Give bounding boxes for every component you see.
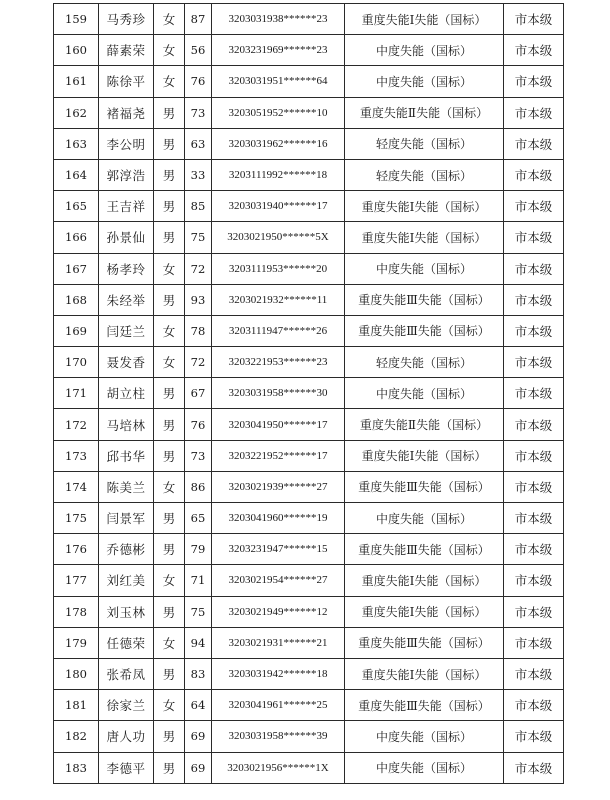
age-cell: 72	[185, 347, 212, 378]
id-number-cell: 3203041950******17	[212, 409, 345, 440]
id-number-cell: 3203041961******25	[212, 690, 345, 721]
id-number-cell: 3203031958******39	[212, 721, 345, 752]
gender-cell: 男	[154, 534, 185, 565]
name-cell: 孙景仙	[99, 222, 154, 253]
id-number-cell: 3203041960******19	[212, 503, 345, 534]
disability-level-cell: 中度失能（国标）	[345, 752, 504, 783]
jurisdiction-cell: 市本级	[504, 253, 564, 284]
id-number-cell: 3203021932******11	[212, 284, 345, 315]
disability-level-cell: 轻度失能（国标）	[345, 128, 504, 159]
jurisdiction-cell: 市本级	[504, 534, 564, 565]
disability-level-cell: 重度失能Ⅰ失能（国标）	[345, 658, 504, 689]
disability-assessment-table	[53, 3, 564, 784]
id-number-cell: 3203031938******23	[212, 4, 345, 35]
row-number-cell: 175	[54, 503, 99, 534]
gender-cell: 女	[154, 315, 185, 346]
age-cell: 67	[185, 378, 212, 409]
name-cell: 李公明	[99, 128, 154, 159]
name-cell: 邱书华	[99, 440, 154, 471]
table-row	[54, 503, 564, 534]
age-cell: 86	[185, 471, 212, 502]
age-cell: 83	[185, 658, 212, 689]
gender-cell: 女	[154, 471, 185, 502]
gender-cell: 女	[154, 627, 185, 658]
name-cell: 刘红美	[99, 565, 154, 596]
disability-level-cell: 重度失能Ⅲ失能（国标）	[345, 690, 504, 721]
table-row	[54, 596, 564, 627]
jurisdiction-cell: 市本级	[504, 66, 564, 97]
id-number-cell: 3203221952******17	[212, 440, 345, 471]
jurisdiction-cell: 市本级	[504, 4, 564, 35]
age-cell: 63	[185, 128, 212, 159]
id-number-cell: 3203021956******1X	[212, 752, 345, 783]
row-number-cell: 165	[54, 191, 99, 222]
jurisdiction-cell: 市本级	[504, 721, 564, 752]
row-number-cell: 162	[54, 97, 99, 128]
age-cell: 73	[185, 97, 212, 128]
disability-level-cell: 中度失能（国标）	[345, 721, 504, 752]
id-number-cell: 3203021939******27	[212, 471, 345, 502]
id-number-cell: 3203031951******64	[212, 66, 345, 97]
disability-level-cell: 中度失能（国标）	[345, 253, 504, 284]
name-cell: 薛素荣	[99, 35, 154, 66]
jurisdiction-cell: 市本级	[504, 690, 564, 721]
table-row	[54, 253, 564, 284]
disability-level-cell: 中度失能（国标）	[345, 35, 504, 66]
gender-cell: 女	[154, 253, 185, 284]
row-number-cell: 176	[54, 534, 99, 565]
table-body	[54, 4, 564, 784]
table-row	[54, 66, 564, 97]
jurisdiction-cell: 市本级	[504, 440, 564, 471]
row-number-cell: 177	[54, 565, 99, 596]
table-row	[54, 565, 564, 596]
gender-cell: 男	[154, 721, 185, 752]
gender-cell: 男	[154, 752, 185, 783]
gender-cell: 女	[154, 35, 185, 66]
jurisdiction-cell: 市本级	[504, 35, 564, 66]
jurisdiction-cell: 市本级	[504, 627, 564, 658]
jurisdiction-cell: 市本级	[504, 409, 564, 440]
row-number-cell: 160	[54, 35, 99, 66]
age-cell: 78	[185, 315, 212, 346]
disability-level-cell: 重度失能Ⅰ失能（国标）	[345, 440, 504, 471]
age-cell: 87	[185, 4, 212, 35]
row-number-cell: 168	[54, 284, 99, 315]
age-cell: 94	[185, 627, 212, 658]
age-cell: 79	[185, 534, 212, 565]
name-cell: 乔德彬	[99, 534, 154, 565]
age-cell: 64	[185, 690, 212, 721]
name-cell: 马秀珍	[99, 4, 154, 35]
row-number-cell: 179	[54, 627, 99, 658]
gender-cell: 女	[154, 66, 185, 97]
age-cell: 56	[185, 35, 212, 66]
gender-cell: 男	[154, 97, 185, 128]
jurisdiction-cell: 市本级	[504, 159, 564, 190]
name-cell: 陈美兰	[99, 471, 154, 502]
id-number-cell: 3203221953******23	[212, 347, 345, 378]
disability-level-cell: 重度失能Ⅰ失能（国标）	[345, 565, 504, 596]
id-number-cell: 3203021949******12	[212, 596, 345, 627]
jurisdiction-cell: 市本级	[504, 658, 564, 689]
jurisdiction-cell: 市本级	[504, 97, 564, 128]
disability-level-cell: 重度失能Ⅰ失能（国标）	[345, 4, 504, 35]
jurisdiction-cell: 市本级	[504, 222, 564, 253]
disability-level-cell: 中度失能（国标）	[345, 503, 504, 534]
table-row	[54, 658, 564, 689]
jurisdiction-cell: 市本级	[504, 315, 564, 346]
id-number-cell: 3203021931******21	[212, 627, 345, 658]
gender-cell: 男	[154, 284, 185, 315]
disability-level-cell: 重度失能Ⅲ失能（国标）	[345, 284, 504, 315]
disability-level-cell: 重度失能Ⅱ失能（国标）	[345, 409, 504, 440]
table-row	[54, 627, 564, 658]
id-number-cell: 3203111947******26	[212, 315, 345, 346]
row-number-cell: 182	[54, 721, 99, 752]
age-cell: 73	[185, 440, 212, 471]
table-row	[54, 409, 564, 440]
jurisdiction-cell: 市本级	[504, 347, 564, 378]
disability-level-cell: 重度失能Ⅰ失能（国标）	[345, 191, 504, 222]
gender-cell: 男	[154, 222, 185, 253]
id-number-cell: 3203031958******30	[212, 378, 345, 409]
id-number-cell: 3203031940******17	[212, 191, 345, 222]
jurisdiction-cell: 市本级	[504, 191, 564, 222]
disability-level-cell: 中度失能（国标）	[345, 378, 504, 409]
gender-cell: 男	[154, 409, 185, 440]
table-row	[54, 471, 564, 502]
age-cell: 76	[185, 409, 212, 440]
name-cell: 胡立柱	[99, 378, 154, 409]
row-number-cell: 174	[54, 471, 99, 502]
row-number-cell: 180	[54, 658, 99, 689]
age-cell: 93	[185, 284, 212, 315]
table-row	[54, 191, 564, 222]
row-number-cell: 163	[54, 128, 99, 159]
table-row	[54, 378, 564, 409]
id-number-cell: 3203231969******23	[212, 35, 345, 66]
gender-cell: 女	[154, 347, 185, 378]
name-cell: 郭淳浩	[99, 159, 154, 190]
jurisdiction-cell: 市本级	[504, 128, 564, 159]
name-cell: 王吉祥	[99, 191, 154, 222]
name-cell: 杨孝玲	[99, 253, 154, 284]
age-cell: 71	[185, 565, 212, 596]
table-row	[54, 440, 564, 471]
table-row	[54, 534, 564, 565]
age-cell: 69	[185, 752, 212, 783]
row-number-cell: 161	[54, 66, 99, 97]
disability-level-cell: 重度失能Ⅱ失能（国标）	[345, 97, 504, 128]
age-cell: 76	[185, 66, 212, 97]
age-cell: 75	[185, 222, 212, 253]
table-row	[54, 284, 564, 315]
gender-cell: 女	[154, 565, 185, 596]
name-cell: 任德荣	[99, 627, 154, 658]
row-number-cell: 166	[54, 222, 99, 253]
age-cell: 85	[185, 191, 212, 222]
table-row	[54, 128, 564, 159]
table-row	[54, 222, 564, 253]
age-cell: 69	[185, 721, 212, 752]
table-row	[54, 347, 564, 378]
disability-level-cell: 重度失能Ⅲ失能（国标）	[345, 534, 504, 565]
gender-cell: 男	[154, 596, 185, 627]
name-cell: 刘玉林	[99, 596, 154, 627]
id-number-cell: 3203231947******15	[212, 534, 345, 565]
row-number-cell: 171	[54, 378, 99, 409]
jurisdiction-cell: 市本级	[504, 378, 564, 409]
age-cell: 33	[185, 159, 212, 190]
row-number-cell: 181	[54, 690, 99, 721]
table-row	[54, 752, 564, 783]
gender-cell: 女	[154, 4, 185, 35]
name-cell: 张希凤	[99, 658, 154, 689]
jurisdiction-cell: 市本级	[504, 284, 564, 315]
disability-level-cell: 重度失能Ⅲ失能（国标）	[345, 471, 504, 502]
name-cell: 唐人功	[99, 721, 154, 752]
id-number-cell: 3203111953******20	[212, 253, 345, 284]
gender-cell: 男	[154, 378, 185, 409]
disability-level-cell: 重度失能Ⅲ失能（国标）	[345, 315, 504, 346]
table-row	[54, 690, 564, 721]
jurisdiction-cell: 市本级	[504, 752, 564, 783]
age-cell: 75	[185, 596, 212, 627]
table-row	[54, 159, 564, 190]
table-row	[54, 4, 564, 35]
age-cell: 65	[185, 503, 212, 534]
jurisdiction-cell: 市本级	[504, 565, 564, 596]
disability-level-cell: 轻度失能（国标）	[345, 347, 504, 378]
row-number-cell: 172	[54, 409, 99, 440]
name-cell: 褚福尧	[99, 97, 154, 128]
table-row	[54, 35, 564, 66]
id-number-cell: 3203031962******16	[212, 128, 345, 159]
id-number-cell: 3203021950******5X	[212, 222, 345, 253]
gender-cell: 男	[154, 503, 185, 534]
row-number-cell: 170	[54, 347, 99, 378]
disability-level-cell: 重度失能Ⅰ失能（国标）	[345, 596, 504, 627]
row-number-cell: 169	[54, 315, 99, 346]
gender-cell: 男	[154, 159, 185, 190]
name-cell: 朱经举	[99, 284, 154, 315]
table-row	[54, 97, 564, 128]
name-cell: 徐家兰	[99, 690, 154, 721]
disability-level-cell: 重度失能Ⅲ失能（国标）	[345, 627, 504, 658]
row-number-cell: 167	[54, 253, 99, 284]
id-number-cell: 3203031942******18	[212, 658, 345, 689]
row-number-cell: 173	[54, 440, 99, 471]
age-cell: 72	[185, 253, 212, 284]
disability-level-cell: 重度失能Ⅰ失能（国标）	[345, 222, 504, 253]
gender-cell: 女	[154, 690, 185, 721]
jurisdiction-cell: 市本级	[504, 596, 564, 627]
row-number-cell: 178	[54, 596, 99, 627]
disability-level-cell: 轻度失能（国标）	[345, 159, 504, 190]
id-number-cell: 3203111992******18	[212, 159, 345, 190]
jurisdiction-cell: 市本级	[504, 471, 564, 502]
gender-cell: 男	[154, 440, 185, 471]
name-cell: 聂发香	[99, 347, 154, 378]
name-cell: 闫廷兰	[99, 315, 154, 346]
name-cell: 马培林	[99, 409, 154, 440]
id-number-cell: 3203021954******27	[212, 565, 345, 596]
table-row	[54, 721, 564, 752]
row-number-cell: 164	[54, 159, 99, 190]
name-cell: 陈徐平	[99, 66, 154, 97]
row-number-cell: 183	[54, 752, 99, 783]
name-cell: 李德平	[99, 752, 154, 783]
name-cell: 闫景军	[99, 503, 154, 534]
gender-cell: 男	[154, 191, 185, 222]
table-row	[54, 315, 564, 346]
gender-cell: 男	[154, 658, 185, 689]
row-number-cell: 159	[54, 4, 99, 35]
jurisdiction-cell: 市本级	[504, 503, 564, 534]
gender-cell: 男	[154, 128, 185, 159]
id-number-cell: 3203051952******10	[212, 97, 345, 128]
disability-level-cell: 中度失能（国标）	[345, 66, 504, 97]
